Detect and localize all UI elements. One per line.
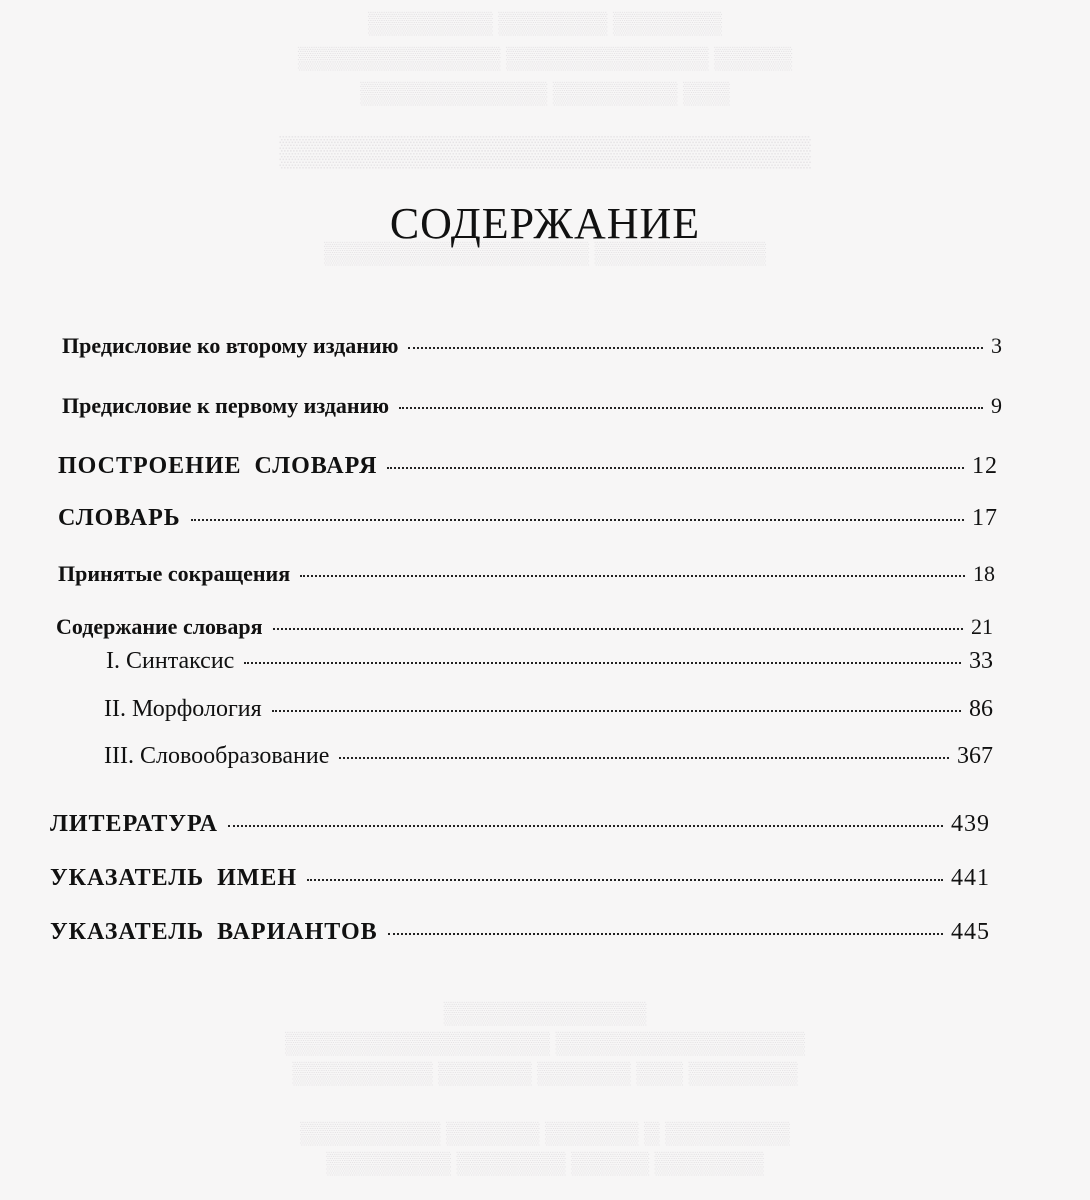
toc-entry-label: СЛОВАРЬ	[58, 505, 181, 531]
toc-entry-page: 439	[951, 811, 990, 837]
bleed-through-text: ▒▒▒▒▒▒▒ ▒▒▒▒▒▒▒ ▒▒▒▒▒▒▒▒	[368, 10, 722, 35]
dot-leader	[408, 347, 983, 349]
toc-entry-label: III. Словообразование	[104, 743, 330, 769]
toc-entry-label: Предисловие к первому изданию	[62, 393, 390, 418]
toc-entry[interactable]	[58, 453, 998, 480]
toc-entry[interactable]	[56, 614, 993, 640]
toc-entry-page: 17	[972, 505, 998, 531]
toc-entry-page: 33	[969, 648, 993, 674]
bleed-through-text: ▒▒▒▒▒▒▒▒ ▒ ▒▒▒▒▒▒ ▒▒▒▒▒▒ ▒▒▒▒▒▒▒▒▒	[300, 1120, 790, 1145]
dot-leader	[339, 757, 949, 759]
bleed-through-text: ▒▒▒▒▒▒▒▒▒▒▒▒▒▒▒▒▒▒▒▒▒▒▒▒▒	[279, 135, 811, 168]
bleed-through-text: ▒▒▒▒▒▒▒▒▒▒▒▒▒	[443, 1000, 647, 1025]
dot-leader	[307, 879, 943, 881]
toc-entry-label: ЛИТЕРАТУРА	[50, 811, 218, 837]
dot-leader	[272, 710, 961, 712]
dot-leader	[228, 825, 943, 827]
toc-entry-label: Принятые сокращения	[58, 561, 291, 586]
dot-leader	[388, 933, 943, 935]
toc-entry[interactable]	[58, 505, 998, 532]
toc-entry-page: 3	[991, 333, 1002, 358]
toc-entry-label: ПОСТРОЕНИЕ СЛОВАРЯ	[58, 453, 378, 479]
toc-entry[interactable]	[62, 333, 1002, 359]
toc-entry-label: УКАЗАТЕЛЬ ИМЕН	[50, 865, 298, 891]
dot-leader	[273, 628, 963, 630]
bleed-through-text: ▒▒▒▒▒▒▒▒▒▒▒▒▒▒▒▒ ▒▒▒▒▒▒▒▒▒▒▒▒▒▒▒▒▒	[285, 1030, 805, 1055]
toc-entry-label: II. Морфология	[104, 696, 262, 722]
page-title: СОДЕРЖАНИЕ	[389, 199, 701, 248]
dot-leader	[387, 467, 964, 469]
toc-entry-page: 9	[991, 393, 1002, 418]
dot-leader	[399, 407, 983, 409]
toc-entry-page: 21	[971, 614, 993, 639]
dot-leader	[244, 662, 961, 664]
toc-entry-page: 367	[957, 743, 993, 769]
dot-leader	[300, 575, 965, 577]
toc-entry-page: 18	[973, 561, 995, 586]
toc-entry-page: 86	[969, 696, 993, 722]
bleed-through-text: ▒▒▒▒▒▒▒ ▒▒▒▒▒ ▒▒▒▒▒▒▒ ▒▒▒▒▒▒▒▒	[326, 1150, 764, 1175]
toc-entry[interactable]	[50, 865, 990, 892]
toc-entry[interactable]	[50, 811, 990, 838]
toc-subentry[interactable]	[104, 696, 993, 723]
dot-leader	[191, 519, 964, 521]
toc-subentry[interactable]	[104, 743, 993, 770]
bleed-through-text: ▒▒▒▒▒ ▒▒▒▒▒▒▒▒▒▒▒▒▒ ▒▒▒▒▒▒▒▒▒▒▒▒▒	[297, 45, 793, 70]
bleed-through-text: ▒▒▒ ▒▒▒▒▒▒▒▒ ▒▒▒▒▒▒▒▒▒▒▒▒	[360, 80, 730, 105]
toc-entry[interactable]	[58, 561, 995, 587]
toc-entry-label: Предисловие ко второму изданию	[62, 333, 399, 358]
toc-subentry[interactable]	[106, 648, 993, 675]
bleed-through-text: ▒▒▒▒▒▒▒▒▒▒▒ ▒▒▒▒▒▒▒▒▒▒▒▒▒▒▒▒▒	[324, 240, 766, 265]
toc-entry-label: Содержание словаря	[56, 614, 263, 639]
toc-entry[interactable]	[50, 919, 990, 946]
toc-entry-page: 445	[951, 919, 990, 945]
bleed-through-text: ▒▒▒▒▒▒▒ ▒▒▒ ▒▒▒▒▒▒ ▒▒▒▒▒▒ ▒▒▒▒▒▒▒▒▒	[292, 1060, 798, 1085]
toc-entry[interactable]	[62, 393, 1002, 419]
toc-entry-page: 441	[951, 865, 990, 891]
toc-entry-label: I. Синтаксис	[106, 648, 235, 674]
toc-entry-page: 12	[972, 453, 998, 479]
toc-entry-label: УКАЗАТЕЛЬ ВАРИАНТОВ	[50, 919, 378, 945]
